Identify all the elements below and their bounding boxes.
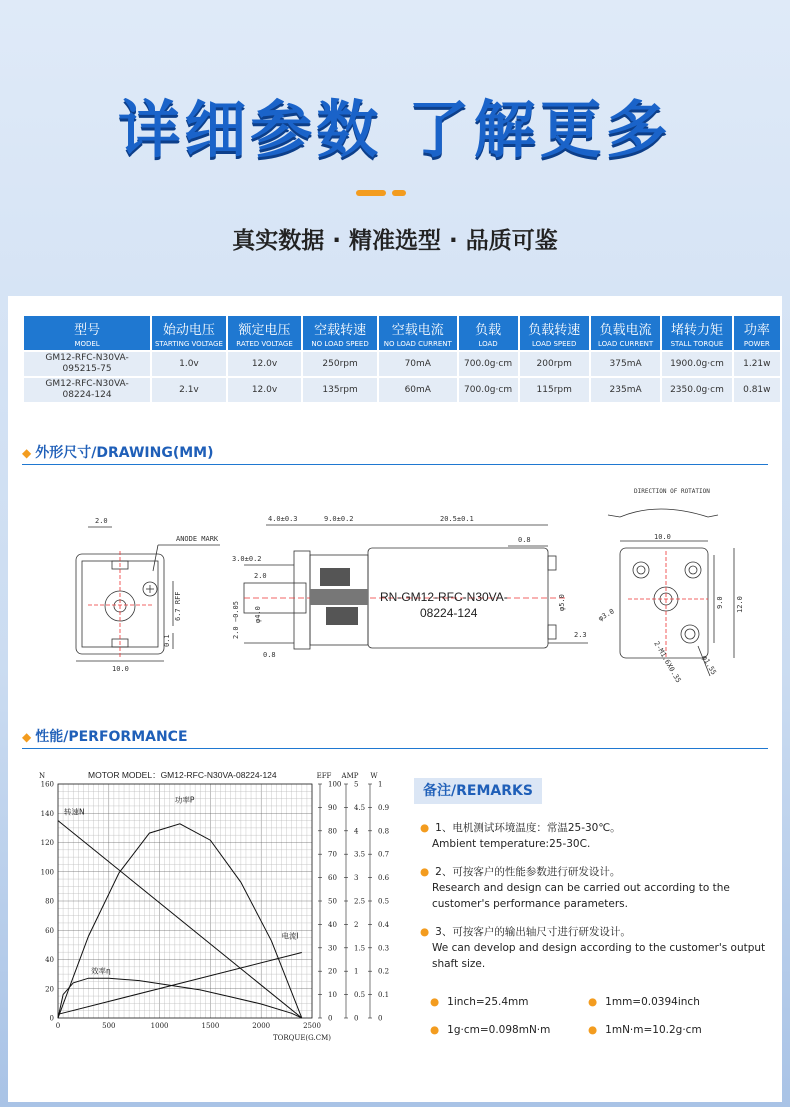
table-cell: 135rpm <box>303 378 377 402</box>
x-tick-label: 1500 <box>201 1022 220 1030</box>
axis-name-amp: AMP <box>341 772 359 780</box>
y-tick-label: 0.5 <box>354 991 366 1000</box>
axis-name-eff: EFF <box>316 772 332 780</box>
remark-cn: 3、可按客户的输出轴尺寸进行研发设计。 <box>435 926 631 938</box>
spec-header-6: 负载转速 LOAD SPEED <box>520 316 589 350</box>
conversion-item <box>430 996 529 1008</box>
end-width: 10.0 <box>654 533 671 541</box>
x-tick-label: 1000 <box>150 1022 169 1030</box>
table-cell: 375mA <box>591 352 660 376</box>
front-top-dim: 2.0 <box>95 517 108 525</box>
bullet-icon: ● <box>420 926 430 938</box>
series-label: 效率η <box>91 966 111 976</box>
x-tick-label: 500 <box>102 1022 116 1030</box>
table-cell: 700.0g·cm <box>459 378 518 402</box>
y-tick-label: 20 <box>45 985 54 994</box>
y-tick-label: 0.4 <box>378 920 390 929</box>
y-tick-label: 10 <box>328 991 337 1000</box>
table-cell: 1.21w <box>734 352 780 376</box>
spec-header-4: 空载电流 NO LOAD CURRENT <box>379 316 457 350</box>
remark-en: We can develop and design according to the customer's output shaft size. <box>432 942 766 970</box>
side-view <box>244 525 588 649</box>
y-tick-label: 0.6 <box>378 874 390 883</box>
conversion-item <box>588 996 700 1008</box>
front-anode-mark: ANODE MARK <box>176 535 219 543</box>
y-tick-label: 0.3 <box>378 944 390 953</box>
remark-cn: 2、可按客户的性能参数进行研发设计。 <box>435 866 621 878</box>
side-dim-c: 20.5±0.1 <box>440 515 474 523</box>
axis-name-n: N <box>38 772 46 780</box>
end-t25: φ1.55 <box>700 654 718 677</box>
y-tick-label: 30 <box>328 944 337 953</box>
performance-section-title: ◆ 性能/PERFORMANCE <box>22 729 188 745</box>
y-tick-label: 80 <box>328 827 337 836</box>
table-cell: 70mA <box>379 352 457 376</box>
y-tick-label: 4 <box>354 827 359 836</box>
y-tick-label: 0.5 <box>378 897 390 906</box>
y-tick-label: 0.1 <box>378 991 390 1000</box>
table-cell: 200rpm <box>520 352 589 376</box>
table-cell: 12.0v <box>228 352 302 376</box>
spec-table-header <box>24 316 780 350</box>
conversion-item <box>588 1024 702 1036</box>
remark-en: Ambient temperature:25-30C. <box>432 838 591 850</box>
y-tick-label: 4.5 <box>354 803 366 812</box>
motor-label-line1: RN-GM12-RFC-N30VA- <box>380 590 508 604</box>
performance-chart <box>22 762 392 1052</box>
motor-label-line2: 08224-124 <box>420 606 478 620</box>
y-tick-label: 3.5 <box>354 850 366 859</box>
y-tick-label: 3 <box>354 874 359 883</box>
spec-header-2: 额定电压 RATED VOLTAGE <box>228 316 302 350</box>
table-cell: 1900.0g·cm <box>662 352 731 376</box>
table-cell: GM12-RFC-N30VA- 08224-124 <box>24 378 150 402</box>
front-view <box>76 527 220 661</box>
spec-header-5: 负载 LOAD <box>459 316 518 350</box>
conversion-item <box>430 1024 550 1036</box>
y-tick-label: 2 <box>354 920 359 929</box>
x-tick-label: 2500 <box>303 1022 321 1030</box>
y-tick-label: 5 <box>354 780 359 789</box>
remark-item <box>420 924 770 972</box>
conversion-text: 1inch=25.4mm <box>447 996 529 1008</box>
spec-header-3: 空载转速 NO LOAD SPEED <box>303 316 377 350</box>
spec-header-7: 负载电流 LOAD CURRENT <box>591 316 660 350</box>
y-tick-label: 120 <box>40 839 54 847</box>
spec-card <box>8 296 782 1102</box>
side-shaft-dia: φ4.0 <box>254 606 262 623</box>
y-tick-label: 0.2 <box>378 967 390 976</box>
side-dim-h: 2.3 <box>574 631 587 639</box>
y-tick-label: 80 <box>45 897 54 906</box>
side-motor-dia: φ5.0 <box>558 594 566 611</box>
remarks-title: 备注/REMARKS <box>414 778 542 804</box>
spec-table <box>22 314 782 404</box>
bullet-icon: ● <box>430 996 440 1008</box>
end-h1: 9.0 <box>716 596 724 609</box>
y-tick-label: 1 <box>354 967 359 976</box>
y-tick-label: 40 <box>328 920 337 929</box>
chart-title: MOTOR MODEL：GM12-RFC-N30VA-08224-124 <box>88 770 277 780</box>
bullet-icon: ● <box>430 1024 440 1036</box>
bullet-icon: ● <box>588 996 598 1008</box>
y-tick-label: 50 <box>328 897 337 906</box>
y-tick-label: 70 <box>328 850 337 859</box>
bullet-icon: ● <box>420 822 430 834</box>
front-width: 10.0 <box>112 665 129 673</box>
table-row <box>24 352 780 376</box>
remark-en: Research and design can be carried out according to the customer's performance parameters. <box>432 882 730 910</box>
table-cell: 0.81w <box>734 378 780 402</box>
y-tick-label: 100 <box>328 780 342 789</box>
y-tick-label: 40 <box>45 956 54 964</box>
side-dim-b: 9.0±0.2 <box>324 515 354 523</box>
side-dim-g: 0.8 <box>263 651 276 659</box>
spec-header-1: 始动电压 STARTING VOLTAGE <box>152 316 226 350</box>
conversion-text: 1mN·m=10.2g·cm <box>605 1024 702 1036</box>
y-tick-label: 20 <box>328 967 337 976</box>
bullet-icon: ● <box>588 1024 598 1036</box>
table-row <box>24 378 780 402</box>
y-tick-label: 140 <box>40 809 54 818</box>
hero-header <box>0 0 790 300</box>
spec-header-8: 堵转力矩 STALL TORQUE <box>662 316 731 350</box>
title-divider <box>356 181 412 200</box>
drawing-section-title: ◆ 外形尺寸/DRAWING(MM) <box>22 445 214 461</box>
y-tick-label: 160 <box>40 780 54 789</box>
y-tick-label: 1.5 <box>354 944 366 953</box>
series-label: 电流I <box>281 931 299 941</box>
page-title: 详细参数 了解更多 <box>118 93 672 166</box>
page-subtitle: 真实数据 · 精准选型 · 品质可鉴 <box>232 228 558 254</box>
side-dim-a: 4.0±0.3 <box>268 515 298 523</box>
table-cell: 250rpm <box>303 352 377 376</box>
performance-section-rule <box>22 748 768 749</box>
end-hole: φ3.0 <box>597 607 616 623</box>
y-tick-label: 0.8 <box>378 827 390 836</box>
table-cell: 2.1v <box>152 378 226 402</box>
remark-cn: 1、电机测试环境温度：常温25-30℃。 <box>435 822 621 834</box>
x-tick-label: 2000 <box>252 1022 271 1030</box>
y-tick-label: 0 <box>328 1014 333 1023</box>
axis-name-w: W <box>370 772 378 780</box>
y-tick-label: 0 <box>378 1014 383 1023</box>
remark-item <box>420 864 770 912</box>
end-h2: 12.0 <box>736 596 744 613</box>
series-label: 功率P <box>174 795 195 805</box>
conversion-text: 1mm=0.0394inch <box>605 996 700 1008</box>
table-cell: 2350.0g·cm <box>662 378 731 402</box>
spec-header-0: 型号 MODEL <box>24 316 150 350</box>
side-dim-e: 3.0±0.2 <box>232 555 262 563</box>
gear-train <box>310 568 368 625</box>
side-shaft-flat: 2.0 −0.05 <box>232 601 240 639</box>
table-cell: 700.0g·cm <box>459 352 518 376</box>
table-cell: 1.0v <box>152 352 226 376</box>
y-tick-label: 0 <box>49 1014 54 1023</box>
drawing-section-label: 外形尺寸/DRAWING(MM) <box>35 445 214 461</box>
end-m16: 2-M1.6X0.35 <box>652 640 683 685</box>
y-tick-label: 100 <box>40 868 54 877</box>
y-tick-label: 1 <box>378 780 383 789</box>
table-cell: 115rpm <box>520 378 589 402</box>
remark-item <box>420 820 770 852</box>
front-rff: 6.7 RFF <box>174 591 182 621</box>
y-tick-label: 60 <box>328 874 337 883</box>
table-cell: GM12-RFC-N30VA- 095215-75 <box>24 352 150 376</box>
drawing-section-rule <box>22 464 768 465</box>
y-tick-label: 2.5 <box>354 897 366 906</box>
end-view <box>608 509 734 676</box>
front-dim-01: 0.1 <box>163 634 171 647</box>
spec-header-9: 功率 POWER <box>734 316 780 350</box>
technical-drawing <box>8 471 782 691</box>
bullet-icon: ● <box>420 866 430 878</box>
y-tick-label: 0.9 <box>378 803 390 812</box>
series-label: 转速N <box>64 807 85 817</box>
performance-section-label: 性能/PERFORMANCE <box>35 729 188 745</box>
side-dim-f: 2.0 <box>254 572 267 580</box>
table-cell: 12.0v <box>228 378 302 402</box>
end-rotation-label: DIRECTION OF ROTATION <box>634 488 710 495</box>
spec-table-body <box>24 352 780 402</box>
y-tick-label: 0.7 <box>378 850 390 859</box>
y-tick-label: 60 <box>45 926 54 935</box>
x-axis-label: TORQUE(G.CM) <box>273 1034 331 1042</box>
x-tick-label: 0 <box>55 1022 61 1030</box>
table-cell: 60mA <box>379 378 457 402</box>
side-dim-d: 0.8 <box>518 536 531 544</box>
conversion-text: 1g·cm=0.098mN·m <box>447 1024 551 1036</box>
y-tick-label: 90 <box>328 803 337 812</box>
table-cell: 235mA <box>591 378 660 402</box>
y-tick-label: 0 <box>354 1014 359 1023</box>
